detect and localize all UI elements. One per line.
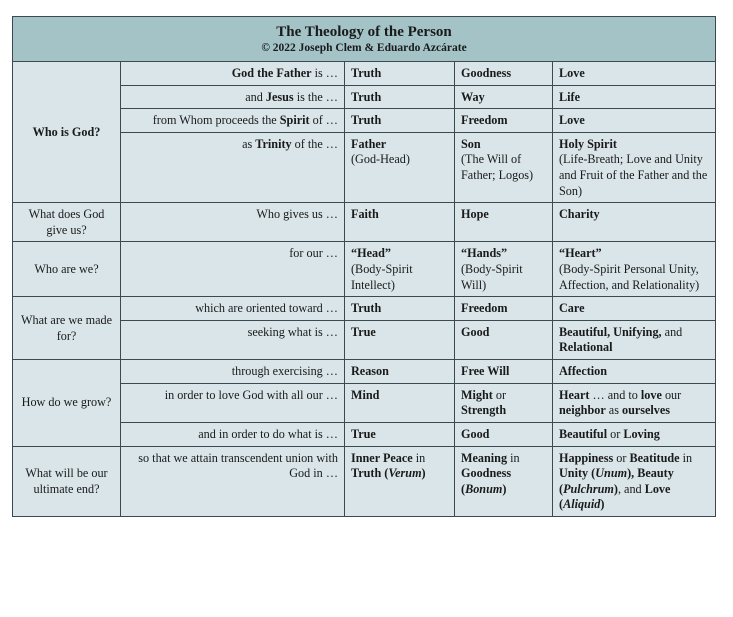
table-row — [13, 446, 716, 516]
table-title: The Theology of the Person — [276, 24, 452, 40]
table-header — [13, 17, 716, 62]
value-cell-3: Care — [553, 297, 716, 321]
lead-cell: so that we attain transcendent union with God in … — [121, 446, 345, 516]
value-cell-3: Happiness or Beatitude in Unity (Unum), Beauty (Pulchrum), and Love (Aliquid) — [553, 446, 716, 516]
value-cell-2: Might or Strength — [455, 383, 553, 422]
value-cell-1: Father (God-Head) — [345, 132, 455, 202]
question-cell: How do we grow? — [13, 360, 121, 446]
table-row — [13, 61, 716, 85]
value-cell-2: Goodness — [455, 61, 553, 85]
value-cell-3: Love — [553, 109, 716, 133]
lead-cell: seeking what is … — [121, 320, 345, 359]
value-cell-3: Beautiful, Unifying, and Relational — [553, 320, 716, 359]
table-row — [13, 360, 716, 384]
value-cell-3: Love — [553, 61, 716, 85]
lead-cell: as Trinity of the … — [121, 132, 345, 202]
lead-cell: from Whom proceeds the Spirit of … — [121, 109, 345, 133]
value-cell-1: Reason — [345, 360, 455, 384]
value-cell-3: Holy Spirit (Life-Breath; Love and Unity and Fruit of the Father and the Son) — [553, 132, 716, 202]
table-row — [13, 203, 716, 242]
value-cell-1: Truth — [345, 109, 455, 133]
lead-cell: God the Father is … — [121, 61, 345, 85]
lead-cell: and in order to do what is … — [121, 422, 345, 446]
lead-cell: through exercising … — [121, 360, 345, 384]
question-cell: What will be our ultimate end? — [13, 446, 121, 516]
value-cell-2: Freedom — [455, 109, 553, 133]
value-cell-3: “Heart” (Body-Spirit Personal Unity, Affection, and Relationality) — [553, 242, 716, 297]
value-cell-2: “Hands” (Body-Spirit Will) — [455, 242, 553, 297]
table-row — [13, 242, 716, 297]
value-cell-3: Charity — [553, 203, 716, 242]
value-cell-1: True — [345, 422, 455, 446]
lead-cell: and Jesus is the … — [121, 85, 345, 109]
table-row — [13, 297, 716, 321]
value-cell-1: Truth — [345, 61, 455, 85]
lead-cell: in order to love God with all our … — [121, 383, 345, 422]
value-cell-1: Faith — [345, 203, 455, 242]
theology-table — [12, 16, 716, 517]
table-body — [13, 61, 716, 516]
question-cell: Who is God? — [13, 61, 121, 202]
question-cell: What are we made for? — [13, 297, 121, 360]
lead-cell: Who gives us … — [121, 203, 345, 242]
value-cell-2: Freedom — [455, 297, 553, 321]
value-cell-3: Life — [553, 85, 716, 109]
copyright-line: © 2022 Joseph Clem & Eduardo Azcárate — [261, 42, 467, 54]
value-cell-1: True — [345, 320, 455, 359]
value-cell-2: Good — [455, 422, 553, 446]
value-cell-1: Truth — [345, 297, 455, 321]
value-cell-3: Heart … and to love our neighbor as ourselves — [553, 383, 716, 422]
value-cell-2: Way — [455, 85, 553, 109]
value-cell-1: “Head” (Body-Spirit Intellect) — [345, 242, 455, 297]
value-cell-3: Beautiful or Loving — [553, 422, 716, 446]
value-cell-2: Meaning in Goodness (Bonum) — [455, 446, 553, 516]
value-cell-2: Hope — [455, 203, 553, 242]
value-cell-1: Mind — [345, 383, 455, 422]
lead-cell: which are oriented toward … — [121, 297, 345, 321]
value-cell-2: Good — [455, 320, 553, 359]
question-cell: Who are we? — [13, 242, 121, 297]
value-cell-2: Free Will — [455, 360, 553, 384]
value-cell-3: Affection — [553, 360, 716, 384]
lead-cell: for our … — [121, 242, 345, 297]
value-cell-1: Inner Peace in Truth (Verum) — [345, 446, 455, 516]
value-cell-1: Truth — [345, 85, 455, 109]
value-cell-2: Son (The Will of Father; Logos) — [455, 132, 553, 202]
question-cell: What does God give us? — [13, 203, 121, 242]
